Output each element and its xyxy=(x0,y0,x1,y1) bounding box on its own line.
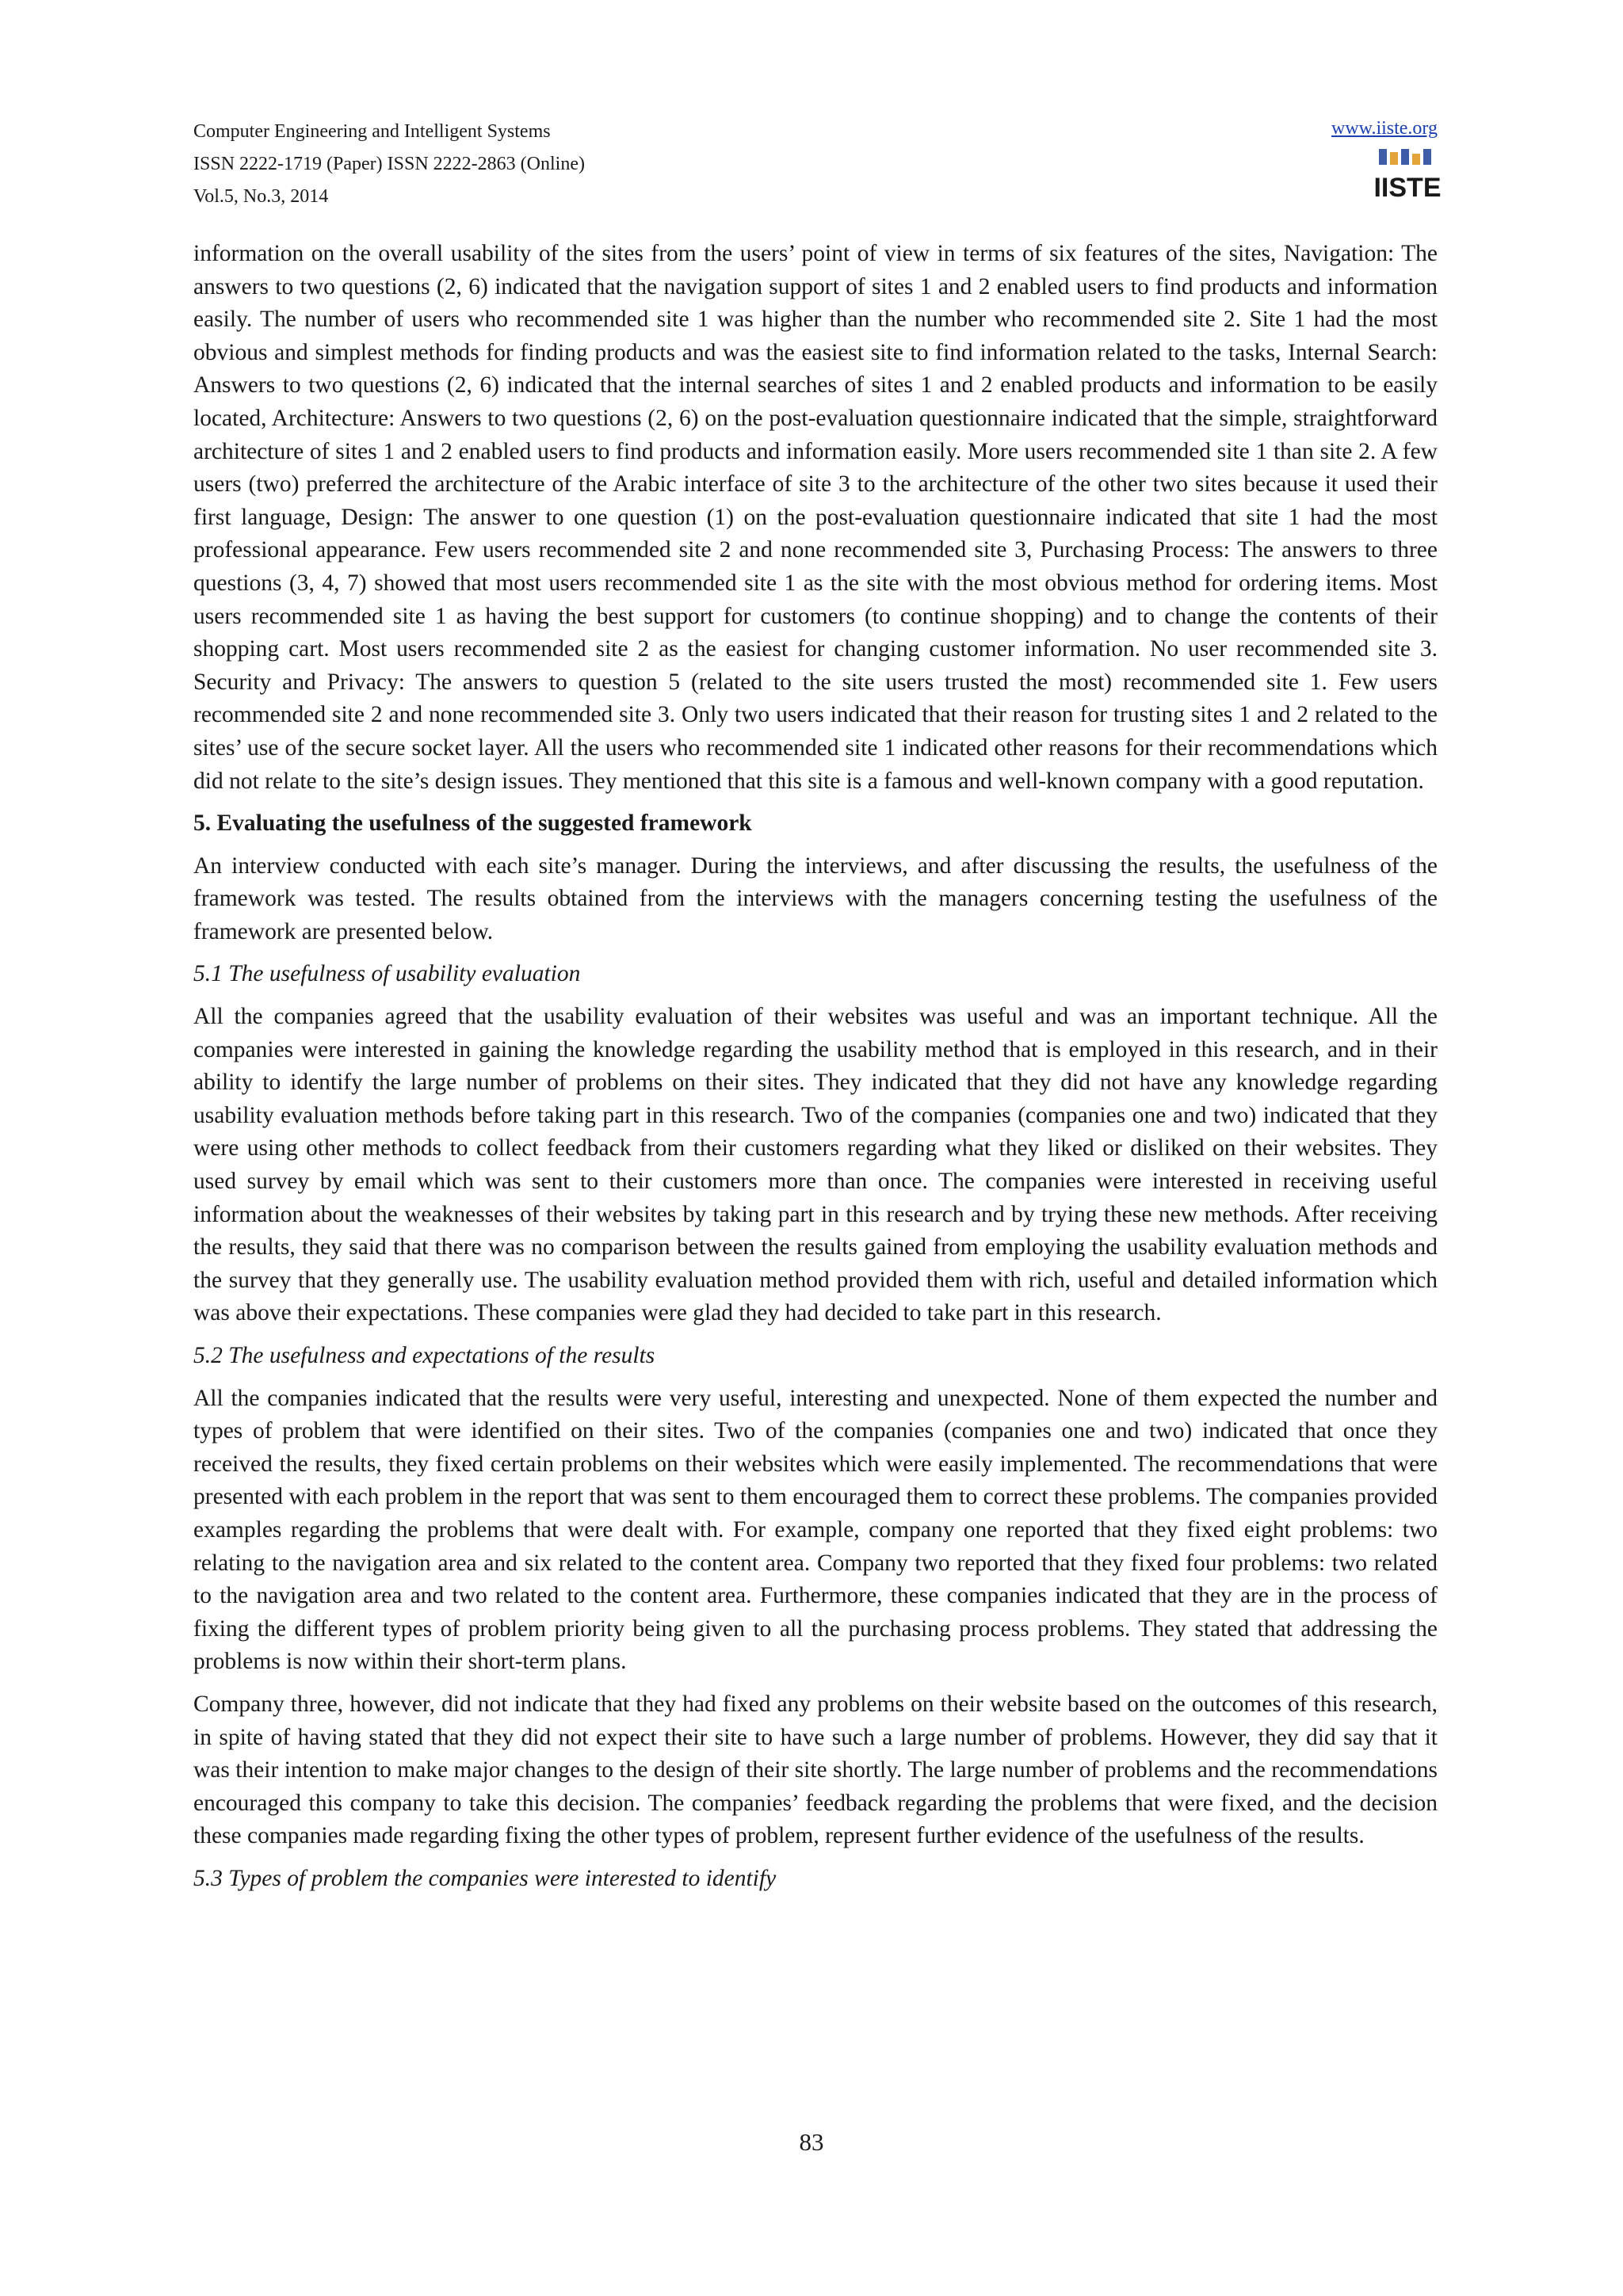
section-heading-5: 5. Evaluating the usefulness of the suggested framework xyxy=(193,810,752,837)
paragraph-company-three: Company three, however, did not indicate that they had fixed any problems on their website based on the outcomes of this research, in spite of having stated that they did not expect their site to have such a large number of problems. However, they did say that it was their intention to make major changes to the design of their site shortly. The large number of problems and the recommendations encouraged this company to take this decision. The companies’ feedback regarding the problems that were fixed, and the decision these companies made regarding fixing the other types of problem, represent further evidence of the usefulness of the results. xyxy=(193,1691,1438,1849)
page-body xyxy=(193,238,1438,1896)
page-number: 83 xyxy=(799,2128,824,2156)
website-link[interactable]: www.iiste.org xyxy=(1331,118,1438,139)
iiste-logo-icon xyxy=(1373,149,1442,203)
publisher-header xyxy=(1279,116,1442,207)
paragraph-usability-features: information on the overall usability of the sites from the users’ point of view in terms of six features of the sites, Navigation: The answers to two questions (2, 6) indicated that the navigation support of sites 1 and 2 enabled users to find products and information easily. The number of users who recommended site 1 was higher than the number who recommended site 2. Site 1 had the most obvious and simplest methods for finding products and was the easiest site to find information related to the tasks, Internal Search: Answers to two questions (2, 6) indicated that the internal searches of sites 1 and 2 enabled products and information to be easily located, Architecture: Answers to two questions (2, 6) on the post-evaluation questionnaire indicated that the simple, straightforward architecture of sites 1 and 2 enabled users to find products and information easily. More users recommended site 1 than site 2. A few users (two) preferred the architecture of the Arabic interface of site 3 to the architecture of the other two sites because it used their first language, Design: The answer to one question (1) on the post-evaluation questionnaire indicated that site 1 had the most professional appearance. Few users recommended site 2 and none recommended site 3, Purchasing Process: The answers to three questions (3, 4, 7) showed that most users recommended site 1 as the site with the most obvious method for ordering items. Most users recommended site 1 as having the best support for customers (to continue shopping) and to change the contents of their shopping cart. Most users recommended site 2 as the easiest for changing customer information. No user recommended site 3. Security and Privacy: The answers to question 5 (related to the site users trusted the most) recommended site 1. Few users recommended site 2 and none recommended site 3. Only two users indicated that their reason for trusting sites 1 and 2 related to the sites’ use of the secure socket layer. All the users who recommended site 1 indicated other reasons for their recommendations which did not relate to the site’s design issues. They mentioned that this site is a famous and well-known company with a good reputation. xyxy=(193,241,1438,794)
subsection-heading-5-2: 5.2 The usefulness and expectations of the results xyxy=(193,1343,655,1368)
journal-title: Computer Engineering and Intelligent Systems xyxy=(193,121,551,142)
logo-wordmark: IISTE xyxy=(1373,173,1442,203)
paragraph-usability-evaluation: All the companies agreed that the usability evaluation of their websites was useful and was an important technique. All the companies were interested in gaining the knowledge regarding the usability method that is employed in this research, and in their ability to identify the large number of problems on their sites. They indicated that they did not have any knowledge regarding usability evaluation methods before taking part in this research. Two of the companies (companies one and two) indicated that they were using other methods to collect feedback from their customers regarding what they liked or disliked on their websites. They used survey by email which was sent to their customers more than once. The companies were interested in receiving useful information about the weaknesses of their websites by taking part in this research and by trying these new methods. After receiving the results, they said that there was no comparison between the results gained from employing the usability evaluation methods and the survey that they generally use. The usability evaluation method provided them with rich, useful and detailed information which was above their expectations. These companies were glad they had decided to take part in this research. xyxy=(193,1004,1438,1326)
paragraph-interview: An interview conducted with each site’s manager. During the interviews, and after discussing the results, the usefulness of the framework was tested. The results obtained from the interviews with the managers concerning testing the usefulness of the framework are presented below. xyxy=(193,852,1438,944)
journal-header xyxy=(193,116,585,213)
subsection-heading-5-1: 5.1 The usefulness of usability evaluation xyxy=(193,961,581,987)
subsection-heading-5-3: 5.3 Types of problem the companies were interested to identify xyxy=(193,1865,777,1891)
volume-line: Vol.5, No.3, 2014 xyxy=(193,186,329,207)
issn-line: ISSN 2222-1719 (Paper) ISSN 2222-2863 (Online) xyxy=(193,154,585,174)
iiste-logo xyxy=(1373,149,1442,207)
paragraph-results-usefulness: All the companies indicated that the results were very useful, interesting and unexpected. None of them expected the number and types of problem that were identified on their sites. Two of the companies (companies one and two) indicated that once they received the results, they fixed certain problems on their websites which were easily implemented. The recommendations that were presented with each problem in the report that was sent to them encouraged them to correct these problems. The companies provided examples regarding the problems that were dealt with. For example, company one reported that they fixed eight problems: two relating to the navigation area and six related to the content area. Company two reported that they fixed four problems: two related to the navigation area and two related to the content area. Furthermore, these companies indicated that they are in the process of fixing the different types of problem priority being given to all the purchasing process problems. They stated that addressing the problems is now within their short-term plans. xyxy=(193,1385,1438,1675)
